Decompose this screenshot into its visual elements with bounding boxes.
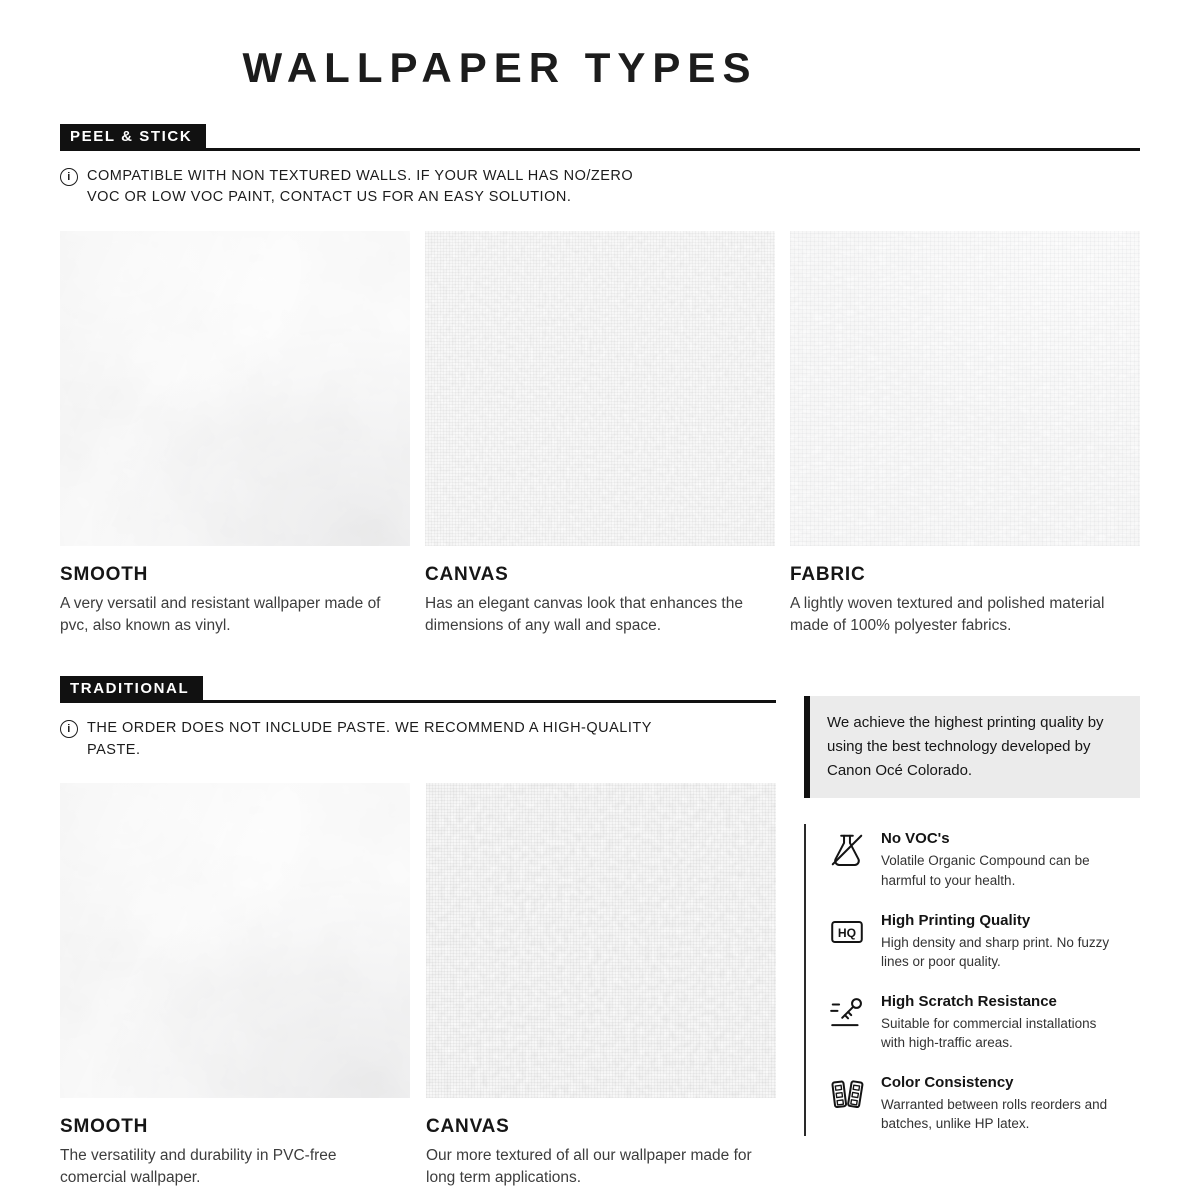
canvas-swatch-image — [425, 231, 775, 546]
feature-description: High density and sharp print. No fuzzy lines or poor quality. — [881, 934, 1110, 969]
quality-highlight-box: We achieve the highest printing quality by using the best technology developed by Canon Océ Colorado. — [804, 696, 1140, 798]
section-rule — [206, 148, 1140, 151]
swatch-caption — [60, 1116, 410, 1188]
feature-description: Warranted between rolls reorders and batches, unlike HP latex. — [881, 1097, 1108, 1132]
feature-scratch-resistance — [828, 993, 1140, 1052]
feature-color-consistency — [828, 1074, 1140, 1133]
section-rule — [203, 700, 776, 703]
no-voc-icon — [828, 830, 868, 889]
feature-text — [881, 993, 1121, 1052]
swatch-description: The versatility and durability in PVC-free comercial wallpaper. — [60, 1147, 337, 1187]
feature-high-printing-quality — [828, 912, 1140, 971]
swatch-caption — [790, 564, 1140, 636]
svg-text:HQ: HQ — [837, 925, 857, 940]
swatch-name: SMOOTH — [60, 1116, 149, 1138]
color-consistency-icon — [828, 1074, 868, 1133]
section-badge-peel-stick: PEEL & STICK — [60, 124, 206, 151]
smooth-pvc-free-swatch-image — [60, 783, 410, 1098]
content-area — [0, 124, 1200, 1189]
feature-description: Volatile Organic Compound can be harmful to your health. — [881, 853, 1090, 888]
canvas-rough-swatch-image — [426, 783, 776, 1098]
feature-text — [881, 1074, 1121, 1133]
section-header-traditional — [60, 676, 776, 703]
swatch-card-smooth — [60, 231, 410, 636]
feature-title: Color Consistency — [881, 1074, 1014, 1092]
swatch-description: Our more textured of all our wallpaper made for long term applications. — [426, 1147, 752, 1187]
lower-area — [60, 676, 1140, 1188]
swatch-caption — [425, 564, 775, 636]
canvas-rough-texture — [426, 783, 776, 1098]
note-traditional — [60, 718, 776, 762]
smooth-vinyl-swatch-image — [60, 231, 410, 546]
swatch-card-canvas-traditional — [426, 783, 776, 1188]
info-icon: i — [60, 720, 78, 738]
note-peel-stick — [60, 166, 1140, 210]
scratch-resistance-icon — [828, 993, 868, 1052]
swatch-name: FABRIC — [790, 564, 866, 585]
swatch-caption — [426, 1116, 776, 1188]
feature-title: High Printing Quality — [881, 911, 1031, 929]
info-icon: i — [60, 168, 78, 186]
note-text: COMPATIBLE WITH NON TEXTURED WALLS. IF YOUR WALL HAS NO/ZERO VOC OR LOW VOC PAINT, CONTACT US FOR AN EASY SOLUTION. — [87, 167, 634, 206]
swatch-name: CANVAS — [426, 1116, 510, 1138]
swatch-name: CANVAS — [425, 564, 509, 585]
section-peel-stick — [60, 124, 1140, 636]
feature-description: Suitable for commercial installations with high-traffic areas. — [881, 1016, 1097, 1051]
swatch-row-peel-stick — [60, 231, 1140, 636]
note-text: THE ORDER DOES NOT INCLUDE PASTE. WE RECOMMEND A HIGH-QUALITY PASTE. — [87, 719, 652, 758]
swatch-description: A lightly woven textured and polished material made of 100% polyester fabrics. — [790, 595, 1105, 634]
swatch-caption — [60, 564, 410, 636]
swatch-name: SMOOTH — [60, 564, 149, 585]
feature-no-voc — [828, 830, 1140, 889]
swatch-card-fabric — [790, 231, 1140, 636]
smooth-texture — [60, 783, 410, 1098]
feature-title: No VOC's — [881, 830, 950, 848]
section-badge-traditional: TRADITIONAL — [60, 676, 203, 703]
section-traditional — [60, 676, 776, 1188]
print-quality-panel — [804, 676, 1140, 1135]
swatch-card-smooth-traditional — [60, 783, 410, 1188]
swatch-row-traditional — [60, 783, 776, 1188]
feature-list — [804, 824, 1140, 1135]
feature-text — [881, 830, 1121, 889]
feature-text — [881, 912, 1121, 971]
canvas-texture — [425, 231, 775, 546]
swatch-card-canvas — [425, 231, 775, 636]
high-printing-quality-icon — [828, 912, 868, 971]
feature-title: High Scratch Resistance — [881, 993, 1057, 1010]
section-header-peel-stick — [60, 124, 1140, 151]
fabric-swatch-image — [790, 231, 1140, 546]
swatch-description: Has an elegant canvas look that enhances the dimensions of any wall and space. — [425, 595, 743, 634]
swatch-description: A very versatil and resistant wallpaper made of pvc, also known as vinyl. — [60, 595, 381, 634]
fabric-texture — [790, 231, 1140, 546]
smooth-texture — [60, 231, 410, 546]
page-title: WALLPAPER TYPES — [242, 44, 758, 91]
